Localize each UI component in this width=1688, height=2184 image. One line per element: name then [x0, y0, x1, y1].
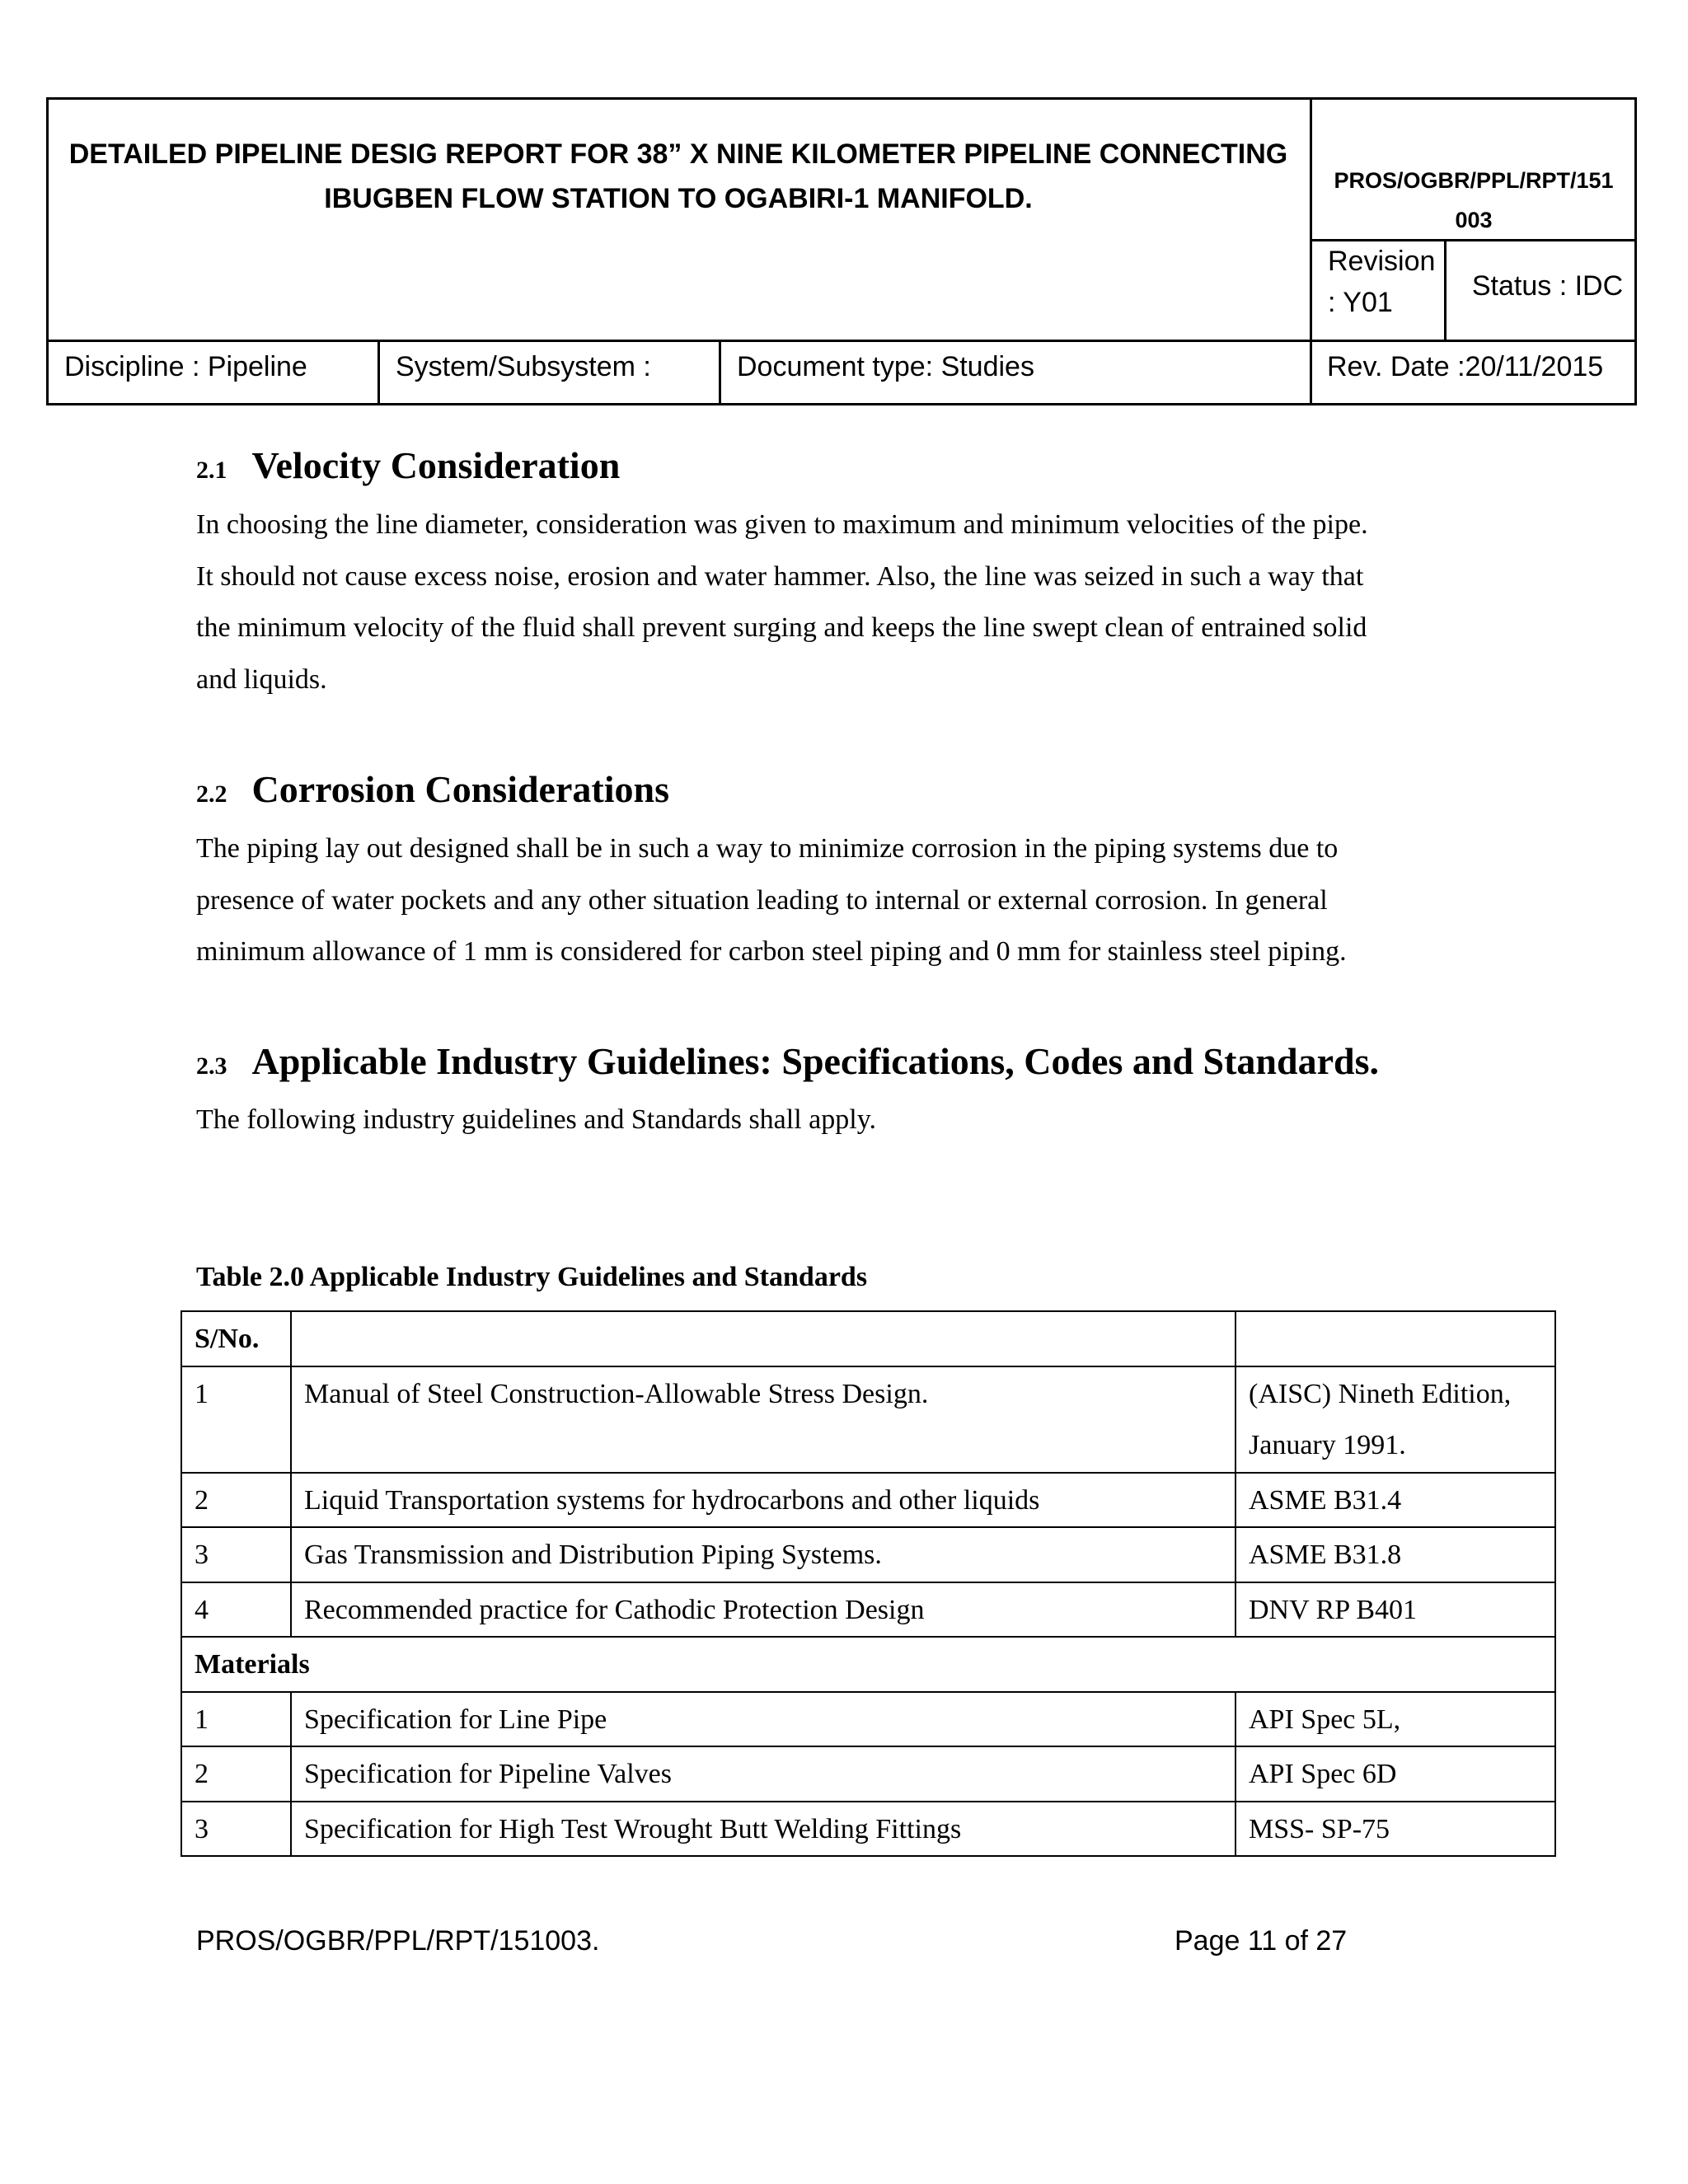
system-subsystem-label: System/Subsystem :: [396, 351, 651, 382]
revision-line: : Y01: [1328, 287, 1393, 318]
table-row: [181, 1527, 1555, 1582]
revision-line: Revision: [1328, 246, 1436, 277]
table-row: [181, 1692, 1555, 1747]
report-title-line: DETAILED PIPELINE DESIG REPORT FOR 38” X NINE KILOMETER PIPELINE CONNECTING: [68, 138, 1288, 170]
table-header-cell: [1236, 1311, 1555, 1366]
table-cell-description: Liquid Transportation systems for hydrocarbons and other liquids: [291, 1473, 1236, 1528]
table-cell-line: January 1991.: [1249, 1430, 1406, 1460]
table-cell-line: (AISC) Nineth Edition,: [1249, 1378, 1512, 1409]
section-heading: [196, 765, 669, 819]
section-number: 2.2: [196, 780, 227, 808]
section-paragraph: [196, 1094, 1470, 1146]
header-divider: [719, 340, 721, 405]
section-paragraph: [196, 499, 1470, 705]
table-header-cell: S/No.: [181, 1311, 291, 1366]
table-cell-description: Recommended practice for Cathodic Protection Design: [291, 1582, 1236, 1638]
table-cell-sno: 4: [181, 1582, 291, 1638]
table-row: [181, 1473, 1555, 1528]
report-title-line: IBUGBEN FLOW STATION TO OGABIRI-1 MANIFOLD.: [324, 183, 1033, 214]
section-heading: [196, 1037, 1379, 1091]
section-title: Velocity Consideration: [251, 444, 621, 486]
paragraph-line: The following industry guidelines and Standards shall apply.: [196, 1104, 876, 1135]
section-heading: [196, 441, 620, 495]
table-cell-description: Specification for Pipeline Valves: [291, 1746, 1236, 1802]
paragraph-line: the minimum velocity of the fluid shall prevent surging and keeps the line swept clean of entrained solid: [196, 612, 1367, 643]
document-number-line: 003: [1455, 208, 1493, 232]
table-cell-standard: [1236, 1366, 1555, 1473]
paragraph-line: The piping lay out designed shall be in such a way to minimize corrosion in the piping systems due to: [196, 833, 1339, 864]
table-caption: Table 2.0 Applicable Industry Guidelines and Standards: [196, 1262, 868, 1292]
table-header-row: [181, 1311, 1555, 1366]
document-type-label: Document type: Studies: [737, 351, 1034, 382]
paragraph-line: presence of water pockets and any other situation leading to internal or external corrosion. In general: [196, 884, 1328, 916]
discipline-label: Discipline : Pipeline: [64, 351, 307, 382]
standards-table: [181, 1310, 1556, 1857]
table-cell-sno: 2: [181, 1746, 291, 1802]
table-cell-sno: 3: [181, 1527, 291, 1582]
footer-document-reference: PROS/OGBR/PPL/RPT/151003.: [196, 1925, 600, 1957]
section-number: 2.3: [196, 1052, 227, 1080]
section-number: 2.1: [196, 457, 227, 484]
table-row: [181, 1366, 1555, 1473]
table-row: [181, 1802, 1555, 1857]
paragraph-line: It should not cause excess noise, erosion and water hammer. Also, the line was seized in such a way that: [196, 560, 1364, 592]
table-group-label: Materials: [181, 1637, 1555, 1692]
table-cell-description: Specification for High Test Wrought Butt Welding Fittings: [291, 1802, 1236, 1857]
section-title: Corrosion Considerations: [251, 768, 669, 810]
table-cell-description: Gas Transmission and Distribution Piping Systems.: [291, 1527, 1236, 1582]
table-cell-description: Specification for Line Pipe: [291, 1692, 1236, 1747]
revision-label: [1328, 241, 1451, 323]
table-cell-standard: ASME B31.4: [1236, 1473, 1555, 1528]
table-cell-sno: 1: [181, 1692, 291, 1747]
section-title: Applicable Industry Guidelines: Specifications, Codes and Standards.: [251, 1040, 1379, 1082]
paragraph-line: In choosing the line diameter, consideration was given to maximum and minimum velocities of the pipe.: [196, 509, 1368, 540]
table-group-row: [181, 1637, 1555, 1692]
table-header-cell: [291, 1311, 1236, 1366]
document-number: [1313, 161, 1634, 240]
table-cell-standard: DNV RP B401: [1236, 1582, 1555, 1638]
section-paragraph: [196, 823, 1470, 978]
table-row: [181, 1582, 1555, 1638]
table-cell-standard: API Spec 6D: [1236, 1746, 1555, 1802]
table-cell-sno: 2: [181, 1473, 291, 1528]
table-cell-sno: 3: [181, 1802, 291, 1857]
table-cell-standard: ASME B31.8: [1236, 1527, 1555, 1582]
status-label: Status : IDC: [1471, 270, 1624, 302]
report-title: [48, 132, 1309, 221]
table-row: [181, 1746, 1555, 1802]
revision-date-label: Rev. Date :20/11/2015: [1327, 351, 1604, 382]
header-divider: [1310, 97, 1312, 405]
header-divider: [46, 340, 1637, 342]
table-cell-standard: API Spec 5L,: [1236, 1692, 1555, 1747]
table-cell-sno: 1: [181, 1366, 291, 1473]
header-divider: [377, 340, 380, 405]
footer-page-number: Page 11 of 27: [1175, 1925, 1348, 1957]
table-cell-description: Manual of Steel Construction-Allowable Stress Design.: [291, 1366, 1236, 1473]
document-number-line: PROS/OGBR/PPL/RPT/151: [1334, 168, 1614, 193]
paragraph-line: and liquids.: [196, 663, 327, 695]
paragraph-line: minimum allowance of 1 mm is considered for carbon steel piping and 0 mm for stainless steel piping.: [196, 936, 1347, 967]
table-cell-standard: MSS- SP-75: [1236, 1802, 1555, 1857]
